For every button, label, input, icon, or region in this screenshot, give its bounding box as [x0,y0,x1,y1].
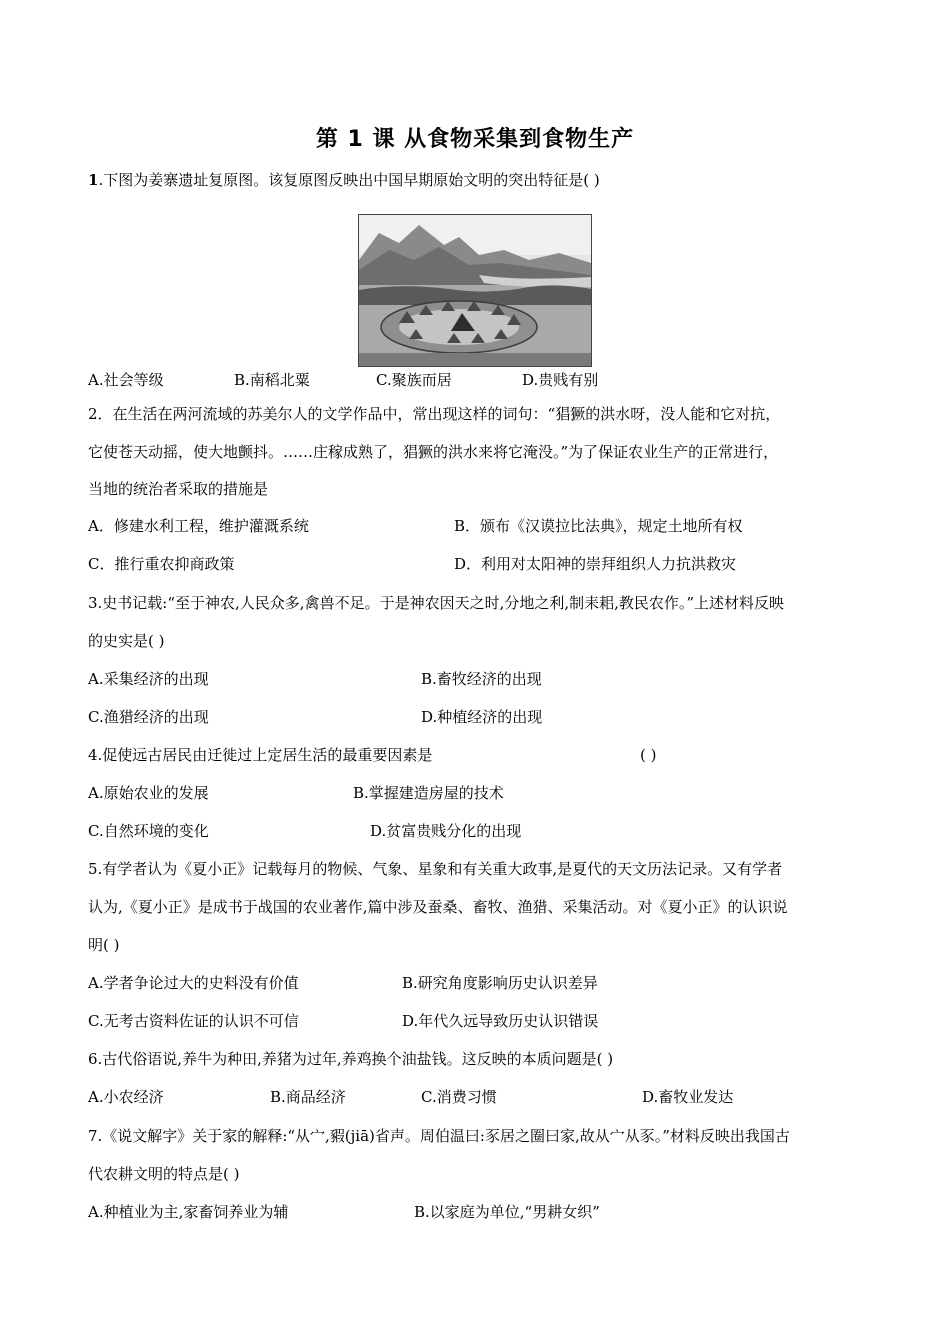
question-3-line-1: 3.史书记载:“至于神农,人民众多,禽兽不足。于是神农因天之时,分地之利,制耒耜,教民农作。”上述材料反映 [88,594,785,612]
question-3-option-b: B.畜牧经济的出现 [421,670,542,688]
question-3-option-a: A.采集经济的出现 [88,670,209,688]
question-4-option-d: D.贫富贵贱分化的出现 [370,822,522,840]
question-5-option-b: B.研究角度影响历史认识差异 [402,974,598,992]
question-2-option-b: B．颁布《汉谟拉比法典》，规定土地所有权 [454,517,743,535]
question-7-option-a: A.种植业为主,家畜饲养业为辅 [88,1203,289,1221]
question-2-line-1: 2．在生活在两河流域的苏美尔人的文学作品中，常出现这样的词句：“猖獗的洪水呀，没人能和它对抗， [88,405,781,423]
question-4-answer-paren: ( ) [640,746,657,764]
question-1-number: 1 [88,171,99,189]
question-4-option-b: B.掌握建造房屋的技术 [353,784,504,802]
question-3-line-2: 的史实是( ) [88,632,165,650]
jiangzhai-site-reconstruction-image [358,214,592,367]
question-6-option-c: C.消费习惯 [421,1088,497,1106]
question-6-option-d: D.畜牧业发达 [642,1088,734,1106]
question-6-option-b: B.商品经济 [270,1088,346,1106]
question-2-option-c: C．推行重农抑商政策 [88,555,235,573]
question-2-line-2: 它使苍天动摇，使大地颤抖。……庄稼成熟了，猖獗的洪水来将它淹没。”为了保证农业生产的正常进行， [88,443,779,461]
question-3-option-d: D.种植经济的出现 [421,708,543,726]
question-5-line-1: 5.有学者认为《夏小正》记载每月的物候、气象、星象和有关重大政事,是夏代的天文历法记录。又有学者 [88,860,783,878]
question-7-line-1: 7.《说文解字》关于家的解释:“从宀,豭(jiā)省声。周伯温曰:豕居之圈曰家,故从宀从豕。”材料反映出我国古 [88,1127,790,1145]
question-4-option-c: C.自然环境的变化 [88,822,209,840]
question-1-text: .下图为姜寨遗址复原图。该复原图反映出中国早期原始文明的突出特征是( ) [98,171,600,189]
question-2-option-d: D．利用对太阳神的崇拜组织人力抗洪救灾 [454,555,737,573]
question-4-stem: 4.促使远古居民由迁徙过上定居生活的最重要因素是 [88,746,433,764]
question-5-option-d: D.年代久远导致历史认识错误 [402,1012,599,1030]
question-5-line-3: 明( ) [88,936,120,954]
question-5-option-c: C.无考古资料佐证的认识不可信 [88,1012,299,1030]
question-1-option-b: B.南稻北粟 [234,371,310,389]
question-2-line-3: 当地的统治者采取的措施是 [88,480,269,498]
question-5-option-a: A.学者争论过大的史料没有价值 [88,974,299,992]
question-7-line-2: 代农耕文明的特点是( ) [88,1165,240,1183]
question-4-option-a: A.原始农业的发展 [88,784,209,802]
question-1-option-a: A.社会等级 [88,371,164,389]
question-6-option-a: A.小农经济 [88,1088,164,1106]
question-6-stem: 6.古代俗语说,养牛为种田,养猪为过年,养鸡换个油盐钱。这反映的本质问题是( ) [88,1050,614,1068]
question-2-option-a: A．修建水利工程，维护灌溉系统 [88,517,309,535]
question-1-option-c: C.聚族而居 [376,371,452,389]
lesson-title: 第 1 课 从食物采集到食物生产 [315,127,635,152]
question-3-option-c: C.渔猎经济的出现 [88,708,209,726]
question-1-stem [88,170,600,190]
question-5-line-2: 认为,《夏小正》是成书于战国的农业著作,篇中涉及蚕桑、畜牧、渔猎、采集活动。对《夏小正》的认识说 [88,898,788,916]
question-1-option-d: D.贵贱有别 [522,371,599,389]
question-7-option-b: B.以家庭为单位,“男耕女织” [414,1203,600,1221]
